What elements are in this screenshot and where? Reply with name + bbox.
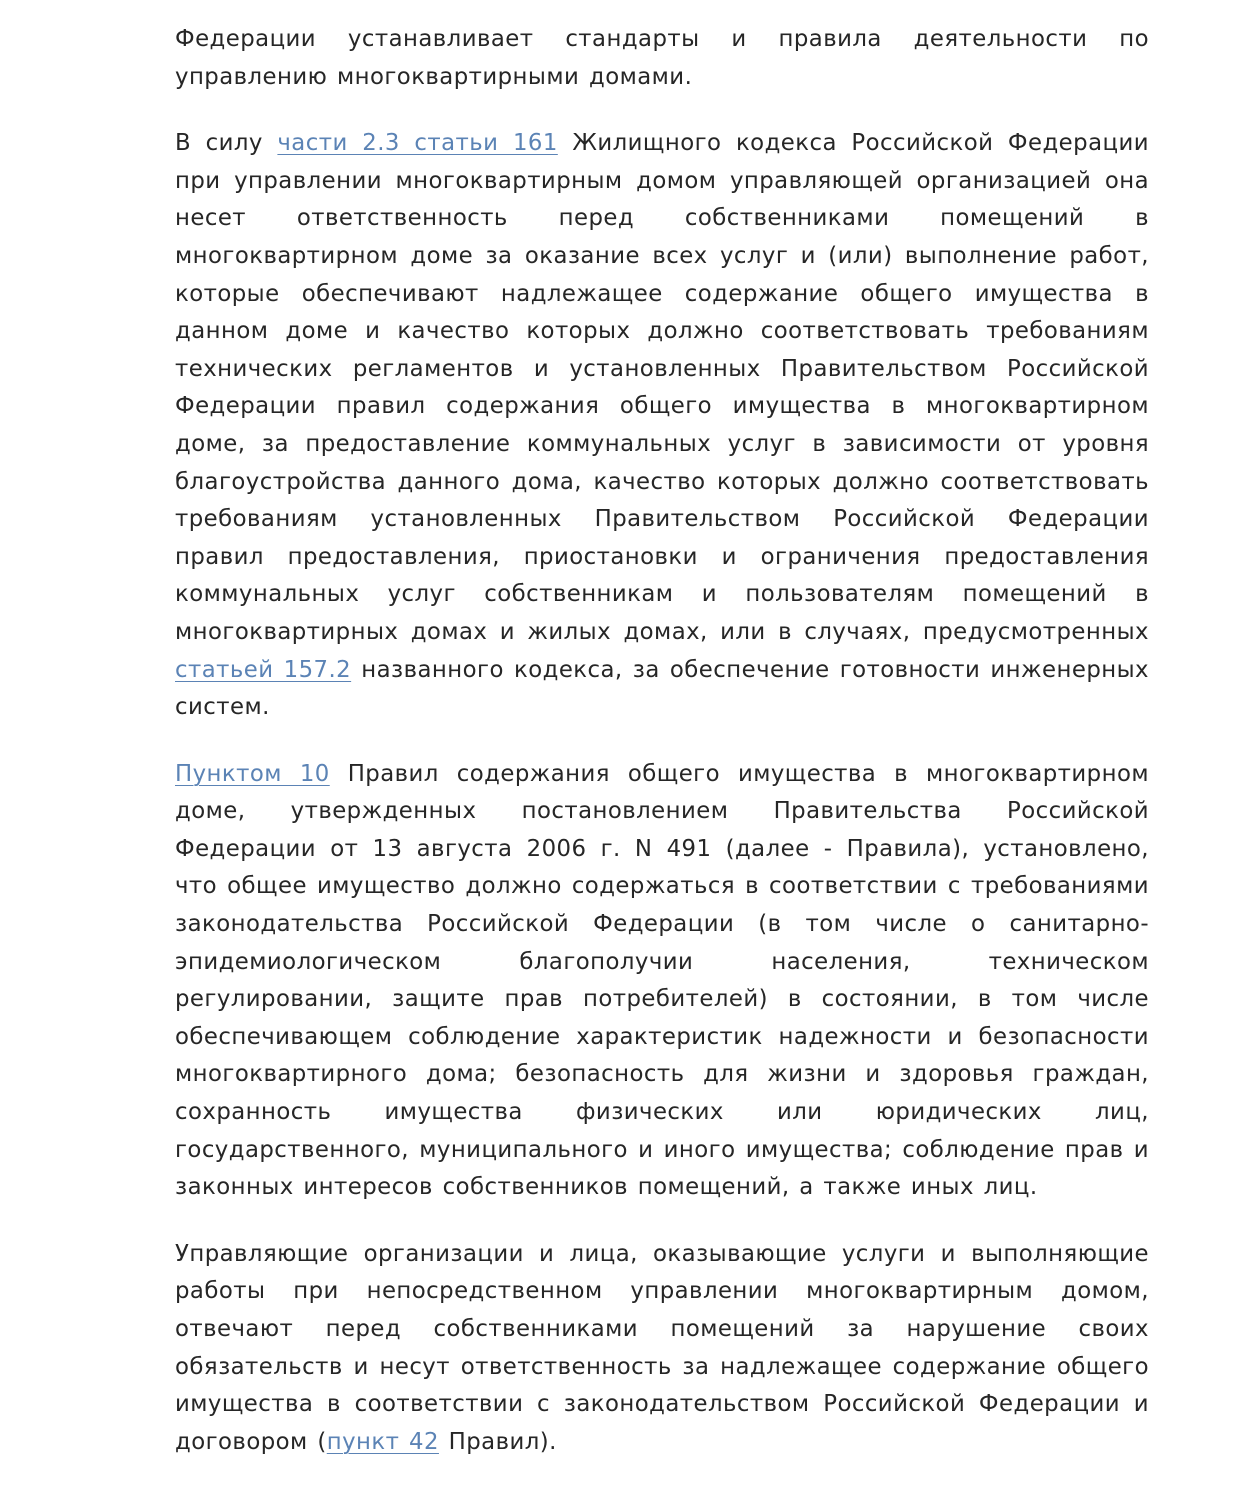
link-point-42[interactable]: пункт 42 bbox=[326, 1428, 439, 1455]
paragraph-2 bbox=[175, 125, 1149, 727]
paragraph-3 bbox=[175, 756, 1149, 1207]
link-article-161[interactable]: части 2.3 статьи 161 bbox=[277, 130, 558, 157]
paragraph-4-tail: Правил). bbox=[438, 1428, 557, 1455]
paragraph-2-tail: названного кодекса, за обеспечение готовности инженерных систем. bbox=[175, 656, 1149, 721]
paragraph-4-body: Управляющие организации и лица, оказывающие услуги и выполняющие работы при непосредственном управлении многоквартирным домом, отвечают перед собственниками помещений за нарушение своих обязательств и несут ответственность за надлежащее содержание общего имущества в соответствии с законодательством Российской Федерации и договором ( bbox=[175, 1240, 1149, 1455]
paragraph-3-body: Правил содержания общего имущества в многоквартирном доме, утвержденных постановлением Правительства Российской Федерации от 13 августа 2006 г. N 491 (далее - Правила), установлено, что общее имущество должно содержаться в соответствии с требованиями законодательства Российской Федерации (в том числе о санитарно-эпидемиологическом благополучии населения, техническом регулировании, защите прав потребителей) в состоянии, в том числе обеспечивающем соблюдение характеристик надежности и безопасности многоквартирного дома; безопасность для жизни и здоровья граждан, сохранность имущества физических или юридических лиц, государственного, муниципального и иного имущества; соблюдение прав и законных интересов собственников помещений, а также иных лиц. bbox=[175, 760, 1149, 1201]
paragraph-2-lead: В силу bbox=[175, 130, 278, 157]
link-article-157-2[interactable]: статьей 157.2 bbox=[175, 656, 352, 683]
paragraph-4 bbox=[175, 1236, 1149, 1462]
link-point-10[interactable]: Пунктом 10 bbox=[175, 760, 330, 787]
paragraph-2-body: Жилищного кодекса Российской Федерации при управлении многоквартирным домом управляющей организацией она несет ответственность перед собственниками помещений в многоквартирном доме за оказание всех услуг и (или) выполнение работ, которые обеспечивают надлежащее содержание общего имущества в данном доме и качество которых должно соответствовать требованиям технических регламентов и установленных Правительством Российской Федерации правил содержания общего имущества в многоквартирном доме, за предоставление коммунальных услуг в зависимости от уровня благоустройства данного дома, качество которых должно соответствовать требованиям установленных Правительством Российской Федерации правил предоставления, приостановки и ограничения предоставления коммунальных услуг собственникам и пользователям помещений в многоквартирных домах и жилых домах, или в случаях, предусмотренных bbox=[175, 130, 1149, 645]
paragraph-1-text: Федерации устанавливает стандарты и правила деятельности по управлению многоквартирными домами. bbox=[175, 26, 1149, 90]
paragraph-1 bbox=[175, 21, 1149, 96]
document-body bbox=[175, 21, 1149, 1490]
